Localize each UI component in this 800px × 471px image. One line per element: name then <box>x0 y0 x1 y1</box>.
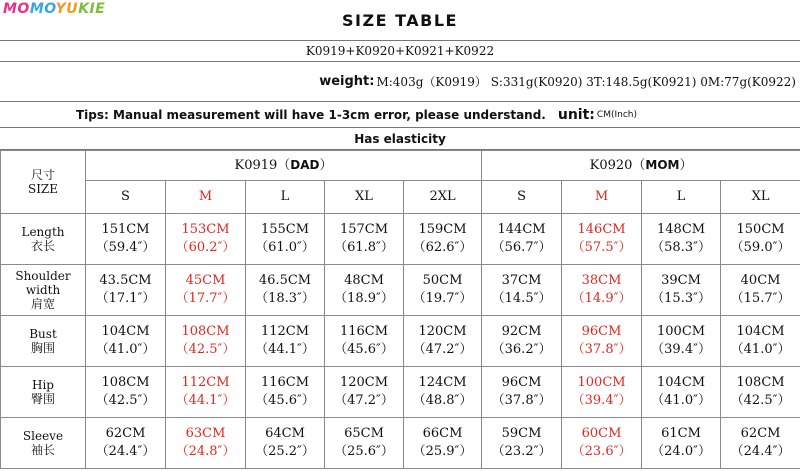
measurement-inch: （61.0″） <box>255 240 315 255</box>
measurement-cm: 45CM <box>185 273 226 288</box>
measurement-cm: 112CM <box>260 324 310 339</box>
measurement-cell <box>721 418 800 469</box>
measurement-cell <box>246 265 325 316</box>
measurement-inch: （58.3″） <box>651 240 711 255</box>
measurement-cell <box>642 214 721 265</box>
measurement-cell <box>642 265 721 316</box>
size-header-cell: M <box>166 181 246 214</box>
measurement-cm: 104CM <box>736 324 785 339</box>
size-corner-en: SIZE <box>27 182 59 196</box>
measurement-inch: （47.2″） <box>412 342 473 357</box>
measurement-inch: （14.9″） <box>571 291 632 306</box>
measurement-cell <box>482 265 562 316</box>
measurement-cell <box>482 316 562 367</box>
measurement-label-cell <box>1 367 86 418</box>
measurement-cell <box>404 367 482 418</box>
size-header-cell: XL <box>721 181 800 214</box>
measurement-inch: （17.1″） <box>95 291 156 306</box>
measurement-inch: （24.4″） <box>730 444 791 459</box>
measurement-cell <box>721 367 800 418</box>
measurement-label-label-zh: 胸围 <box>30 341 55 355</box>
measurement-inch: （42.5″） <box>95 393 156 408</box>
measurement-cell <box>404 265 482 316</box>
measurement-cell <box>325 316 404 367</box>
measurement-inch: （36.2″） <box>491 342 552 357</box>
size-header-cell: 2XL <box>404 181 482 214</box>
measurement-cell <box>325 418 404 469</box>
brand-logo: MOMOYUKIE <box>3 1 106 17</box>
measurement-cell <box>325 214 404 265</box>
weight-row <box>0 62 800 102</box>
measurement-inch: （42.5″） <box>730 393 791 408</box>
measurement-inch: （25.9″） <box>412 444 473 459</box>
measurement-cell <box>86 265 166 316</box>
tips-text: Tips: Manual measurement will have 1-3cm error, please understand. <box>76 107 546 122</box>
measurement-cm: 62CM <box>105 426 146 441</box>
group-dad-suffix: ） <box>319 158 333 173</box>
measurement-label-label-en: Hip <box>32 378 54 392</box>
measurement-cell <box>166 316 246 367</box>
measurement-cell <box>562 418 642 469</box>
measurement-label-cell <box>1 265 86 316</box>
measurement-cell <box>404 316 482 367</box>
measurement-inch: （24.8″） <box>175 444 236 459</box>
measurement-inch: （39.4″） <box>571 393 632 408</box>
measurement-inch: （57.5″） <box>571 240 632 255</box>
measurement-label-label-zh: 臀围 <box>30 392 55 406</box>
measurement-cm: 59CM <box>501 426 542 441</box>
measurement-cell <box>482 418 562 469</box>
measurement-label-cell <box>1 214 86 265</box>
size-header-cell: XL <box>325 181 404 214</box>
measurement-cell <box>562 214 642 265</box>
measurement-cell <box>325 265 404 316</box>
measurement-cm: 108CM <box>181 324 230 339</box>
model-codes-row <box>0 41 800 62</box>
measurement-cm: 116CM <box>260 375 310 390</box>
table-row <box>1 214 800 265</box>
measurement-cell <box>642 316 721 367</box>
measurement-inch: （25.6″） <box>334 444 394 459</box>
measurement-inch: （42.5″） <box>175 342 236 357</box>
measurement-inch: （41.0″） <box>730 342 791 357</box>
measurement-cell <box>562 265 642 316</box>
measurement-cm: 39CM <box>661 273 701 288</box>
measurement-cm: 60CM <box>581 426 622 441</box>
unit-label: unit: <box>557 106 595 123</box>
measurement-inch: （19.7″） <box>412 291 473 306</box>
model-codes: K0919+K0920+K0921+K0922 <box>305 44 495 58</box>
measurement-inch: （24.4″） <box>95 444 156 459</box>
measurement-cm: 108CM <box>736 375 785 390</box>
measurement-cm: 124CM <box>418 375 467 390</box>
measurement-inch: （25.2″） <box>255 444 315 459</box>
size-corner-zh: 尺寸 <box>30 168 55 182</box>
measurement-inch: （15.7″） <box>730 291 791 306</box>
measurement-cell <box>246 214 325 265</box>
weight-values: M:403g（K0919） S:331g(K0920) 3T:148.5g(K0921) 0M:77g(K0922) <box>376 75 796 89</box>
measurement-cm: 66CM <box>422 426 463 441</box>
measurement-cm: 62CM <box>740 426 781 441</box>
measurement-cell <box>86 367 166 418</box>
measurement-label-label-en2: width <box>25 283 61 297</box>
size-header-cell: M <box>562 181 642 214</box>
size-corner-cell <box>1 151 86 214</box>
table-row <box>1 418 800 469</box>
measurement-cm: 108CM <box>101 375 150 390</box>
measurement-cell <box>166 418 246 469</box>
measurement-inch: （15.3″） <box>651 291 711 306</box>
measurement-cell <box>246 418 325 469</box>
measurement-cell <box>482 367 562 418</box>
measurement-cm: 155CM <box>260 222 310 237</box>
measurement-cm: 150CM <box>736 222 785 237</box>
measurement-cm: 153CM <box>181 222 230 237</box>
measurement-cell <box>482 214 562 265</box>
measurement-label-label-en: Sleeve <box>22 429 64 443</box>
measurement-cell <box>246 316 325 367</box>
measurement-inch: （44.1″） <box>175 393 236 408</box>
measurement-cm: 63CM <box>185 426 226 441</box>
measurement-cell <box>166 214 246 265</box>
size-header-cell: S <box>482 181 562 214</box>
measurement-cell <box>86 316 166 367</box>
measurement-cm: 100CM <box>577 375 626 390</box>
measurement-cm: 92CM <box>501 324 542 339</box>
measurement-cm: 37CM <box>501 273 542 288</box>
group-dad-prefix: K0919（ <box>234 158 291 173</box>
measurement-cm: 157CM <box>339 222 389 237</box>
tips-row <box>0 102 800 128</box>
measurement-cm: 120CM <box>418 324 467 339</box>
measurement-cm: 40CM <box>740 273 781 288</box>
measurement-cm: 38CM <box>581 273 622 288</box>
measurement-inch: （37.8″） <box>571 342 632 357</box>
measurement-cm: 116CM <box>339 324 389 339</box>
measurement-cell <box>642 418 721 469</box>
measurement-cm: 104CM <box>657 375 706 390</box>
measurement-inch: （60.2″） <box>175 240 236 255</box>
measurement-label-label-zh: 衣长 <box>30 239 55 253</box>
measurement-inch: （41.0″） <box>651 393 711 408</box>
measurement-cm: 64CM <box>265 426 305 441</box>
measurement-inch: （37.8″） <box>491 393 552 408</box>
measurement-cell <box>721 265 800 316</box>
measurement-inch: （59.4″） <box>95 240 156 255</box>
size-table <box>0 150 800 469</box>
group-mom-prefix: K0920（ <box>589 158 646 173</box>
measurement-cm: 43.5CM <box>99 273 152 288</box>
group-header-row <box>1 151 800 181</box>
page-title-text: SIZE TABLE <box>342 10 458 30</box>
measurement-inch: （48.8″） <box>412 393 473 408</box>
measurement-inch: （17.7″） <box>175 291 236 306</box>
measurement-cm: 96CM <box>581 324 622 339</box>
measurement-inch: （47.2″） <box>334 393 394 408</box>
measurement-cell <box>246 367 325 418</box>
group-dad-header <box>86 151 482 181</box>
table-row <box>1 316 800 367</box>
measurement-label-cell <box>1 418 86 469</box>
size-header-row <box>1 181 800 214</box>
measurement-inch: （18.3″） <box>255 291 315 306</box>
measurement-inch: （14.5″） <box>491 291 552 306</box>
measurement-cm: 96CM <box>501 375 542 390</box>
measurement-label-label-en: Length <box>21 225 65 239</box>
measurement-cell <box>86 214 166 265</box>
measurement-cm: 151CM <box>101 222 150 237</box>
measurement-cm: 146CM <box>577 222 626 237</box>
unit-value: CM(Inch) <box>596 109 637 120</box>
measurement-label-label-zh: 袖长 <box>30 443 55 457</box>
measurement-cm: 120CM <box>339 375 389 390</box>
size-header-cell: L <box>246 181 325 214</box>
measurement-inch: （62.6″） <box>412 240 473 255</box>
measurement-cell <box>166 367 246 418</box>
measurement-inch: （23.2″） <box>491 444 552 459</box>
page-title <box>0 0 800 41</box>
measurement-label-label-en: Bust <box>29 327 57 341</box>
table-row <box>1 367 800 418</box>
measurement-cell <box>642 367 721 418</box>
measurement-cell <box>721 214 800 265</box>
measurement-inch: （41.0″） <box>95 342 156 357</box>
measurement-cm: 65CM <box>344 426 384 441</box>
measurement-inch: （18.9″） <box>334 291 394 306</box>
measurement-cm: 159CM <box>418 222 467 237</box>
measurement-cm: 46.5CM <box>258 273 312 288</box>
measurement-cm: 48CM <box>344 273 384 288</box>
measurement-cell <box>562 316 642 367</box>
elasticity-text: Has elasticity <box>354 131 446 146</box>
measurement-cm: 148CM <box>657 222 706 237</box>
measurement-inch: （24.0″） <box>651 444 711 459</box>
weight-label: weight: <box>319 74 375 89</box>
measurement-inch: （44.1″） <box>255 342 315 357</box>
measurement-cell <box>404 214 482 265</box>
measurement-cm: 104CM <box>101 324 150 339</box>
group-mom-name: MOM <box>645 158 680 172</box>
measurement-cell <box>166 265 246 316</box>
group-mom-header <box>482 151 800 181</box>
measurement-cm: 144CM <box>497 222 546 237</box>
group-mom-suffix: ） <box>679 158 693 173</box>
measurement-label-label-en: Shoulder <box>15 269 71 283</box>
measurement-cell <box>325 367 404 418</box>
measurement-cell <box>562 367 642 418</box>
measurement-inch: （23.6″） <box>571 444 632 459</box>
measurement-cell <box>86 418 166 469</box>
measurement-inch: （39.4″） <box>651 342 711 357</box>
size-header-cell: S <box>86 181 166 214</box>
table-row <box>1 265 800 316</box>
elasticity-row <box>0 128 800 150</box>
measurement-inch: （56.7″） <box>491 240 552 255</box>
measurement-cm: 61CM <box>661 426 701 441</box>
measurement-inch: （61.8″） <box>334 240 394 255</box>
measurement-cm: 50CM <box>422 273 463 288</box>
measurement-inch: （45.6″） <box>334 342 394 357</box>
group-dad-name: DAD <box>290 158 320 172</box>
measurement-cell <box>721 316 800 367</box>
measurement-cell <box>404 418 482 469</box>
measurement-inch: （45.6″） <box>255 393 315 408</box>
measurement-cm: 112CM <box>181 375 230 390</box>
size-header-cell: L <box>642 181 721 214</box>
measurement-inch: （59.0″） <box>730 240 791 255</box>
measurement-cm: 100CM <box>657 324 706 339</box>
measurement-label-label-zh: 肩宽 <box>30 297 55 311</box>
measurement-label-cell <box>1 316 86 367</box>
